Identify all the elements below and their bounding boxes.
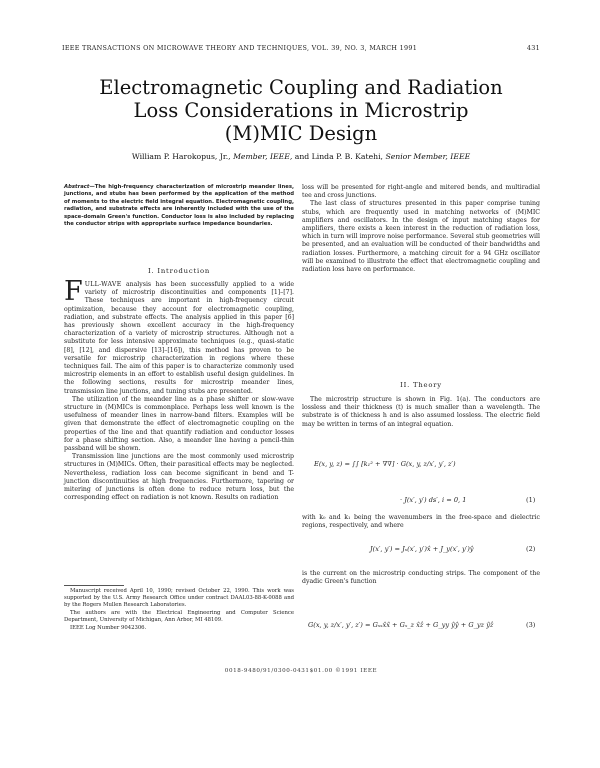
paragraph: The microstrip structure is shown in Fig. 1(a). The conductors are lossless and their thickness (t) is much smaller than a wavelength. The substrate is of thickness h and is also assumed lossless. The electric field may be written in terms of an integral equation. [302,396,540,428]
paragraph: Transmission line junctions are the most commonly used microstrip structures in (M)MICs. Often, their parasitical effects may be neglected. Nevertheless, radiation loss can become significant in bend and T-junction discontinuities at high frequencies. Furthermore, tapering or mitering of junctions is often done to reduce return loss, but the corresponding effect on radiation is not known. Results on radiation [64,453,294,502]
paragraph: loss will be presented for right-angle and mitered bends, and multiradial tee and cross junctions. [302,184,540,200]
paragraph: The last class of structures presented in this paper comprise tuning stubs, which are frequently used in matching networks of (M)MIC amplifiers and oscillators. In the design of input matching stages for amplifiers, there exists a keen interest in the reduction of radiation loss, which in turn will improve noise performance. Several stub geometries will be presented, and an evaluation will be conducted of their bandwidths and radiation losses. Furthermore, a matching circuit for a 94 GHz oscillator will be examined to illustrate the effect that electromagnetic coupling and radiation loss have on performance. [302,200,540,274]
equation-1-line-2: · J(x′, y′) ds′, i = 0, 1 [400,496,467,504]
footnote [64,588,294,632]
footnote-paragraph: IEEE Log Number 9042306. [70,624,147,631]
abstract-text: —The high-frequency characterization of microstrip meander lines, junctions, and stubs has been performed by the application of the method of moments to the electric field integral equation. Electromagnetic coupling, radiation, and substrate effects are inherently included with the use of the space-domain Green's function. Conductor loss is also included by replacing the conductor strips with appropriate surface impedance boundaries. [64,184,294,228]
equation-2-number: (2) [526,545,536,553]
section-2-heading: II. Theory [400,381,442,389]
paper-title [62,76,540,145]
equation-3-number: (3) [526,621,536,629]
drop-cap: F [64,276,83,307]
footnote-paragraph: The authors are with the Electrical Engineering and Computer Science Department, University of Michigan, Ann Arbor, MI 48109. [64,609,294,623]
journal-header: IEEE TRANSACTIONS ON MICROWAVE THEORY AND TECHNIQUES, VOL. 39, NO. 3, MARCH 1991 [62,44,418,52]
author-connector: and [294,152,310,161]
paragraph: The utilization of the meander line as a phase shifter or slow-wave structure in (M)MICs is commonplace. Perhaps less well known is the usefulness of meander lines in narrow-band filters. Examples will be given that demonstrate the effect of electromagnetic coupling on the properties of the line and that quantify radiation and conductor losses for a phase shifting section. Also, a meander line having a pencil-thin passband will be shown. [64,395,294,453]
copyright-footer: 0018-9480/91/0300-0431$01.00 ©1991 IEEE [224,668,378,674]
abstract [64,184,294,228]
equation-1-line-1: E(x, y, z) = ∫∫ [k₁² + ∇∇] · G(x, y, z/x′, y′, z′) [314,460,456,468]
abstract-label: Abstract [64,184,90,190]
title-line-2: Loss Considerations in Microstrip [133,99,469,122]
equation-3: G(x, y, z/x′, y′, z′) = Gₓₓx̂x̂ + Gₓ_z x̂ẑ + G_yy ŷŷ + G_yz ŷẑ [308,621,494,629]
author-line [62,152,540,161]
author-1-role: Member, IEEE, [233,152,293,161]
lead-caps: ULL-WAVE [84,281,122,288]
footnote-paragraph: Manuscript received April 10, 1990; revised October 22, 1990. This work was supported by the U.S. Army Research Office under contract DAAL03-88-K-0088 and by the Rogers Mullen Research Laboratories. [64,588,294,608]
page-number: 431 [526,44,540,52]
eq2-followup [302,570,540,586]
paragraph-text: analysis has been successfully applied to a wide variety of microstrip discontinuities and components [1]–[7]. These techniques are important in high-frequency circuit optimization, because they account for electromagnetic coupling, radiation, and substrate effects. The analysis applied in this paper [6] has previously shown excellent accuracy in the high-frequency characterization of a variety of microstrip structures. Although not a substitute for less intensive approximate techniques (e.g., quasi-static [8], [12], and dispersive [13]–[16]), this method has proven to be versatile for microstrip characterization in regions where these techniques fail. The aim of this paper is to characterize commonly used microstrip elements in an effort to establish useful design guidelines. In the following sections, results for microstrip meander lines, transmission line junctions, and tuning stubs are presented. [64,281,294,395]
section-1-body [64,276,294,502]
eq1-followup [302,514,540,530]
section-2-body [302,396,540,429]
paragraph: is the current on the microstrip conducting strips. The component of the dyadic Green's function [302,570,540,586]
right-column-intro [302,184,540,274]
section-1-heading: I. Introduction [147,267,211,275]
author-2: Linda P. B. Katehi, [311,152,383,161]
author-2-role: Senior Member, IEEE [385,152,471,161]
title-line-3: (M)MIC Design [224,122,378,145]
title-line-1: Electromagnetic Coupling and Radiation [99,76,503,99]
equation-2: J(x′, y′) = Jₓ(x′, y′)x̂ + J_y(x′, y′)ŷ [370,545,474,553]
running-header [62,44,540,56]
paragraph [64,276,294,396]
paragraph: with k₀ and k₁ being the wavenumbers in the free-space and dielectric regions, respectively, and where [302,514,540,530]
footnote-rule [64,585,124,586]
equation-1-number: (1) [526,496,536,504]
author-1: William P. Harokopus, Jr., [131,152,231,161]
